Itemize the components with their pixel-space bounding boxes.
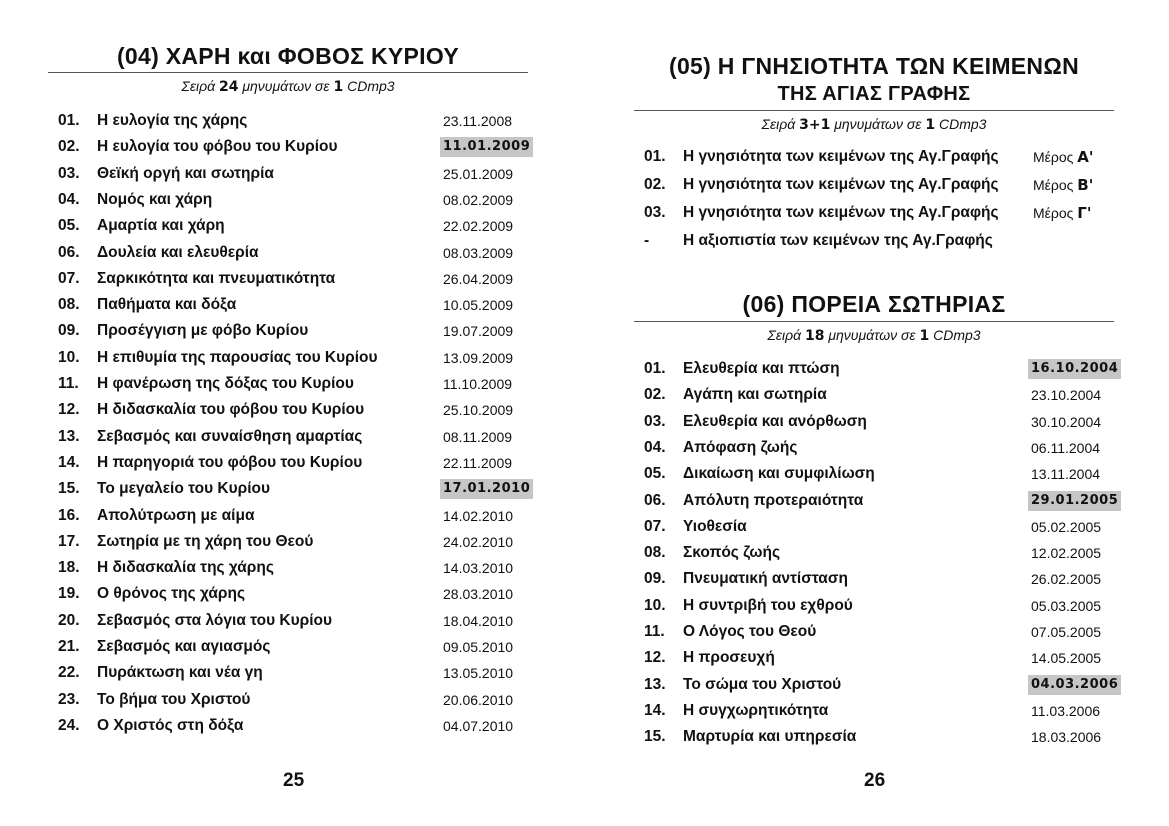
- cd-count: 1: [333, 79, 344, 95]
- item-number: 05.: [58, 217, 80, 235]
- item-title: Ο θρόνος της χάρης: [97, 585, 246, 603]
- item-title: Σεβασμός και συναίσθηση αμαρτίας: [97, 427, 363, 445]
- item-title: Απόφαση ζωής: [683, 438, 798, 456]
- item-title: Πυράκτωση και νέα γη: [97, 664, 263, 682]
- item-date: 11.10.2009: [443, 376, 513, 392]
- subtitle-prefix: Σειρά: [761, 116, 800, 132]
- item-title: Απόλυτη προτεραιότητα: [683, 491, 864, 509]
- item-title: Σαρκικότητα και πνευματικότητα: [97, 269, 336, 287]
- list-item: [634, 594, 1114, 618]
- item-title: Μαρτυρία και υπηρεσία: [683, 728, 857, 746]
- list-item: [634, 541, 1114, 565]
- item-number: 02.: [644, 386, 666, 404]
- item-number: 01.: [644, 148, 666, 165]
- list-item: [48, 135, 531, 159]
- list-item: [634, 646, 1114, 670]
- item-number: 10.: [644, 596, 666, 614]
- item-date: 25.01.2009: [443, 165, 514, 182]
- list-item: [48, 109, 528, 133]
- item-date: 22.02.2009: [443, 218, 514, 235]
- item-number: 11.: [644, 623, 665, 640]
- item-number: 09.: [644, 570, 666, 588]
- item-title: Η ευλογία της χάρης: [97, 112, 248, 129]
- list-item: [48, 530, 528, 554]
- item-number: 04.: [58, 190, 80, 208]
- list-item: [48, 398, 528, 422]
- item-title: Η παρηγοριά του φόβου του Κυρίου: [97, 453, 363, 471]
- series-title-04: (04) ΧΑΡΗ και ΦΟΒΟΣ ΚΥΡΙΟΥ: [116, 43, 460, 69]
- list-item: [48, 241, 528, 265]
- item-date: 12.02.2005: [1031, 545, 1102, 562]
- list-item: [634, 462, 1114, 486]
- item-number: 14.: [644, 701, 666, 719]
- list-item: [48, 293, 528, 317]
- item-date: 14.05.2005: [1031, 650, 1102, 667]
- item-number: 22.: [58, 664, 80, 682]
- highlighted-date: 16.10.2004: [1028, 359, 1121, 379]
- part-label: [1033, 201, 1091, 225]
- list-item: [634, 515, 1114, 539]
- item-title: Πνευματική αντίσταση: [683, 570, 848, 588]
- part-letter: Γ': [1077, 204, 1092, 222]
- item-date: 11.03.2006: [1031, 702, 1101, 719]
- item-title: Σωτηρία με τη χάρη του Θεού: [97, 532, 314, 550]
- item-title: Αμαρτία και χάρη: [97, 217, 225, 235]
- item-number: 01.: [58, 112, 80, 129]
- item-title: Η γνησιότητα των κειμένων της Αγ.Γραφής: [683, 204, 999, 221]
- list-item: [634, 229, 1114, 253]
- item-title: Το μεγαλείο του Κυρίου: [97, 480, 271, 498]
- item-number: 15.: [58, 480, 80, 498]
- item-date: 22.11.2009: [443, 454, 513, 471]
- list-item: [634, 383, 1114, 407]
- item-title: Ο Χριστός στη δόξα: [97, 716, 244, 734]
- item-number: -: [644, 232, 650, 249]
- part-word: Μέρος: [1033, 205, 1078, 221]
- series-title-05-line1: (05) Η ΓΝΗΣΙΟΤΗΤΑ ΤΩΝ ΚΕΙΜΕΝΩΝ: [669, 53, 1079, 79]
- item-title: Η επιθυμία της παρουσίας του Κυρίου: [97, 348, 378, 366]
- subtitle-middle: μηνυμάτων σε: [830, 116, 926, 132]
- item-date: 14.02.2010: [443, 507, 514, 524]
- item-title: Η φανέρωση της δόξας του Κυρίου: [97, 375, 354, 392]
- part-label: [1033, 145, 1094, 169]
- series-subtitle-06: [634, 326, 1114, 345]
- list-item: [48, 425, 528, 449]
- item-number: 13.: [58, 427, 80, 445]
- item-number: 03.: [58, 164, 80, 182]
- item-number: 06.: [644, 491, 666, 509]
- divider: [634, 321, 1114, 322]
- item-title: Η συγχωρητικότητα: [683, 701, 829, 719]
- item-number: 24.: [58, 716, 80, 734]
- item-date: 28.03.2010: [443, 586, 514, 603]
- list-item: [48, 688, 528, 712]
- item-date: 25.10.2009: [443, 402, 514, 419]
- item-number: 19.: [58, 585, 80, 603]
- item-title: Αγάπη και σωτηρία: [683, 386, 827, 404]
- list-item: [48, 451, 528, 475]
- item-number: 09.: [58, 322, 80, 340]
- page-number: 26: [864, 770, 886, 791]
- subtitle-prefix: Σειρά: [767, 327, 805, 343]
- series-subtitle-04: [48, 77, 528, 96]
- list-item: [634, 173, 1114, 197]
- highlighted-date: 11.01.2009: [440, 137, 533, 157]
- series-title-06: (06) ΠΟΡΕΙΑ ΣΩΤΗΡΙΑΣ: [742, 291, 1006, 317]
- item-number: 17.: [58, 532, 80, 550]
- item-title: Απολύτρωση με αίμα: [97, 506, 255, 524]
- list-item: [48, 346, 528, 370]
- item-number: 07.: [58, 269, 80, 287]
- item-title: Η γνησιότητα των κειμένων της Αγ.Γραφής: [683, 148, 999, 165]
- item-number: 03.: [644, 204, 666, 221]
- item-date: 26.02.2005: [1031, 571, 1102, 588]
- subtitle-suffix: CDmp3: [343, 78, 395, 94]
- item-date: 20.06.2010: [443, 691, 514, 708]
- page-number: 25: [283, 770, 305, 791]
- list-item: [48, 635, 528, 659]
- item-title: Δουλεία και ελευθερία: [97, 243, 259, 261]
- series-subtitle-05: [634, 115, 1114, 134]
- item-number: 11.: [58, 375, 79, 392]
- list-item: [634, 725, 1114, 749]
- item-title: Νομός και χάρη: [97, 190, 213, 208]
- item-number: 02.: [58, 138, 80, 156]
- item-date: 18.03.2006: [1031, 729, 1102, 746]
- item-date: 23.10.2004: [1031, 387, 1102, 404]
- item-title: Η αξιοπιστία των κειμένων της Αγ.Γραφής: [683, 232, 993, 249]
- item-number: 21.: [58, 638, 80, 655]
- item-title: Η διδασκαλία της χάρης: [97, 559, 274, 577]
- list-item: [634, 699, 1114, 723]
- item-number: 16.: [58, 506, 80, 524]
- list-item: [634, 673, 1119, 697]
- list-item: [634, 357, 1119, 381]
- item-number: 02.: [644, 176, 666, 193]
- list-item: [634, 567, 1114, 591]
- item-title: Σεβασμός στα λόγια του Κυρίου: [97, 611, 333, 629]
- item-date: 08.11.2009: [443, 428, 513, 445]
- item-date: 07.05.2005: [1031, 624, 1102, 640]
- part-letter: Α': [1077, 148, 1094, 166]
- item-title: Ο Λόγος του Θεού: [683, 623, 817, 640]
- list-item: [48, 477, 531, 501]
- subtitle-suffix: CDmp3: [935, 116, 987, 132]
- divider: [634, 110, 1114, 111]
- list-item: [634, 145, 1114, 169]
- list-item: [634, 410, 1114, 434]
- item-date: 18.04.2010: [443, 612, 514, 629]
- item-title: Σκοπός ζωής: [683, 544, 781, 562]
- highlighted-date: 17.01.2010: [440, 479, 533, 499]
- item-title: Ελευθερία και πτώση: [683, 360, 840, 377]
- item-date: 13.05.2010: [443, 665, 514, 682]
- message-count: 24: [218, 79, 239, 95]
- part-label: [1033, 173, 1093, 197]
- list-item: [48, 504, 528, 528]
- list-item: [48, 661, 528, 685]
- divider: [48, 72, 528, 73]
- item-number: 06.: [58, 243, 80, 261]
- item-date: 26.04.2009: [443, 270, 514, 287]
- item-number: 13.: [644, 675, 666, 693]
- part-word: Μέρος: [1033, 149, 1078, 165]
- item-title: Το σώμα του Χριστού: [683, 675, 842, 693]
- series-title-05-line2: ΤΗΣ ΑΓΙΑΣ ΓΡΑΦΗΣ: [777, 83, 971, 105]
- list-item: [48, 267, 528, 291]
- item-date: 24.02.2010: [443, 533, 514, 550]
- item-number: 08.: [58, 296, 80, 314]
- item-date: 14.03.2010: [443, 560, 514, 577]
- item-title: Υιοθεσία: [683, 517, 747, 535]
- list-item: [634, 489, 1119, 513]
- item-title: Σεβασμός και αγιασμός: [97, 638, 271, 655]
- item-date: 13.09.2009: [443, 349, 514, 366]
- item-title: Δικαίωση και συμφιλίωση: [683, 465, 875, 483]
- item-number: 20.: [58, 611, 80, 629]
- item-date: 08.03.2009: [443, 244, 514, 261]
- item-number: 18.: [58, 559, 80, 577]
- item-number: 03.: [644, 412, 666, 430]
- item-number: 08.: [644, 544, 666, 562]
- list-item: [634, 201, 1114, 225]
- part-letter: Β': [1077, 176, 1094, 194]
- list-item: [634, 620, 1114, 644]
- item-date: 19.07.2009: [443, 323, 514, 340]
- item-number: 12.: [644, 649, 666, 667]
- list-item: [48, 714, 528, 738]
- item-title: Η γνησιότητα των κειμένων της Αγ.Γραφής: [683, 176, 999, 193]
- item-date: 23.11.2008: [443, 113, 513, 129]
- item-number: 01.: [644, 360, 666, 377]
- item-number: 05.: [644, 465, 666, 483]
- item-title: Θεϊκή οργή και σωτηρία: [97, 164, 274, 182]
- list-item: [48, 582, 528, 606]
- item-date: 05.02.2005: [1031, 518, 1102, 535]
- subtitle-middle: μηνυμάτων σε: [824, 327, 920, 343]
- item-number: 12.: [58, 401, 80, 419]
- item-date: 08.02.2009: [443, 191, 514, 208]
- highlighted-date: 29.01.2005: [1028, 491, 1121, 511]
- item-date: 13.11.2004: [1031, 466, 1101, 483]
- item-number: 04.: [644, 438, 666, 456]
- item-title: Το βήμα του Χριστού: [97, 690, 251, 708]
- item-number: 07.: [644, 517, 666, 535]
- list-item: [634, 436, 1114, 460]
- list-item: [48, 609, 528, 633]
- highlighted-date: 04.03.2006: [1028, 675, 1121, 695]
- list-item: [48, 556, 528, 580]
- list-item: [48, 188, 528, 212]
- item-title: Η προσευχή: [683, 649, 775, 667]
- message-count: 18: [804, 328, 825, 344]
- item-title: Η ευλογία του φόβου του Κυρίου: [97, 138, 338, 156]
- part-word: Μέρος: [1033, 177, 1078, 193]
- item-date: 09.05.2010: [443, 639, 514, 655]
- message-count: 3+1: [799, 117, 831, 133]
- subtitle-prefix: Σειρά: [181, 78, 219, 94]
- item-title: Ελευθερία και ανόρθωση: [683, 412, 867, 430]
- subtitle-middle: μηνυμάτων σε: [238, 78, 334, 94]
- list-item: [48, 162, 528, 186]
- item-date: 04.07.2010: [443, 717, 514, 734]
- item-number: 23.: [58, 690, 80, 708]
- item-date: 06.11.2004: [1031, 439, 1101, 456]
- list-item: [48, 214, 528, 238]
- item-title: Παθήματα και δόξα: [97, 296, 237, 314]
- list-item: [48, 372, 528, 396]
- list-item: [48, 319, 528, 343]
- item-date: 10.05.2009: [443, 297, 514, 314]
- item-number: 14.: [58, 453, 80, 471]
- item-title: Η διδασκαλία του φόβου του Κυρίου: [97, 401, 365, 419]
- item-number: 15.: [644, 728, 666, 746]
- item-title: Προσέγγιση με φόβο Κυρίου: [97, 322, 309, 340]
- item-title: Η συντριβή του εχθρού: [683, 596, 853, 614]
- item-date: 05.03.2005: [1031, 597, 1102, 614]
- subtitle-suffix: CDmp3: [929, 327, 981, 343]
- cd-count: 1: [925, 117, 936, 133]
- cd-count: 1: [919, 328, 930, 344]
- item-date: 30.10.2004: [1031, 413, 1102, 430]
- item-number: 10.: [58, 348, 80, 366]
